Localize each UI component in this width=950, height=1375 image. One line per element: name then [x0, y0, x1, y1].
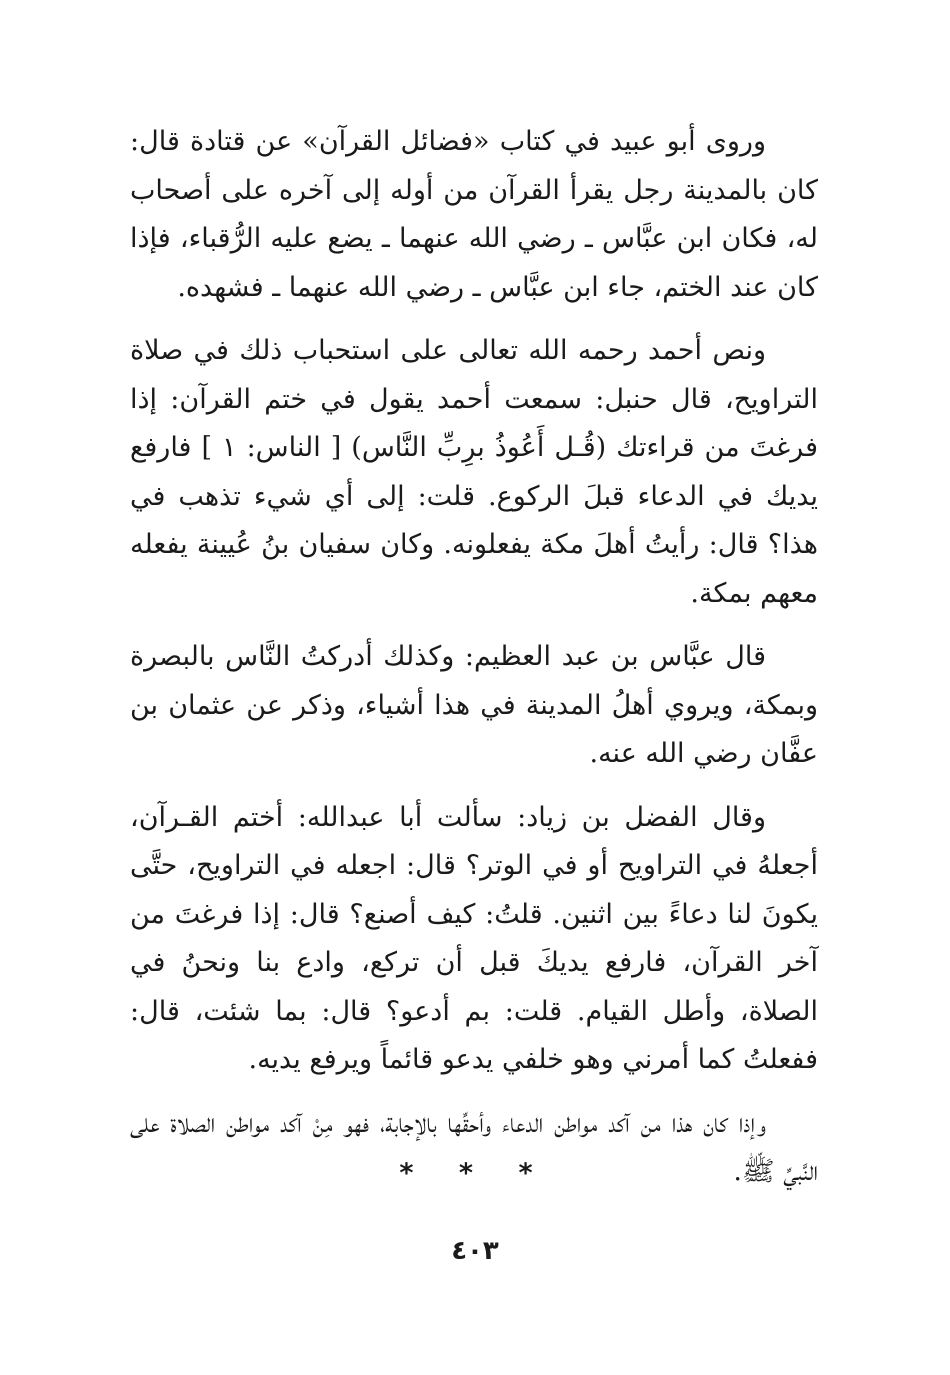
paragraph-ahmad-taraweeh: ونص أحمد رحمه الله تعالى على استحباب ذلك في صلاة التراويح، قال حنبل: سمعت أحمد يقول في ختم القرآن: إذا فرغتَ من قراءتك (قُـل أَعُوذُ برِبِّ النَّاس) [ الناس: ١ ] فارفع يديك في الدعاء قبلَ الركوع. قلت: إلى أي شيء تذهب في هذا؟ قال: رأيتُ أهلَ مكة يفعلونه. وكان سفيان بنُ عُيينة يفعله معهم بمكة. — [130, 335, 818, 609]
paragraph-abbas-ibn-abd-al-azim: قال عبَّاس بن عبد العظيم: وكذلك أدركتُ النَّاس بالبصرة وبمكة، ويروي أهلُ المدينة في هذا أشياء، وذكر عن عثمان بن عفَّان رضي الله عنه. — [130, 641, 818, 769]
section-divider: * * * — [399, 1158, 551, 1189]
page-body-text — [130, 118, 818, 1212]
paragraph-abu-ubaid: وروى أبو عبيد في كتاب «فضائل القرآن» عن قتادة قال: كان بالمدينة رجل يقرأ القرآن من أوله إلى آخره على أصحاب له، فكان ابن عبَّاس ـ رضي الله عنهما ـ يضع عليه الرُّقباء، فإذا كان عند الختم، جاء ابن عبَّاس ـ رضي الله عنهما ـ فشهده. — [130, 126, 818, 303]
page-number: ٤٠٣ — [451, 1236, 499, 1266]
paragraph-fadl-ibn-ziyad: وقال الفضل بن زياد: سألت أبا عبدالله: أختم القـرآن، أجعلهُ في التراويح أو في الوتر؟ قال: اجعله في التراويح، حتَّى يكونَ لنا دعاءً بين اثنين. قلتُ: كيف أصنع؟ قال: إذا فرغتَ من آخر القرآن، فارفع يديكَ قبل أن تركع، وادع بنا ونحنُ في الصلاة، وأطل القيام. قلت: بم أدعو؟ قال: بما شئت، قال: ففعلتُ كما أمرني وهو خلفي يدعو قائماً ويرفع يديه. — [130, 801, 818, 1075]
paragraph-conclusion: وإذا كان هذا من آكد مواطن الدعاء وأحقِّها بالإجابة، فهو مِنْ آكد مواطن الصلاة على النَّبيِّ ﷺ. — [130, 1107, 818, 1187]
